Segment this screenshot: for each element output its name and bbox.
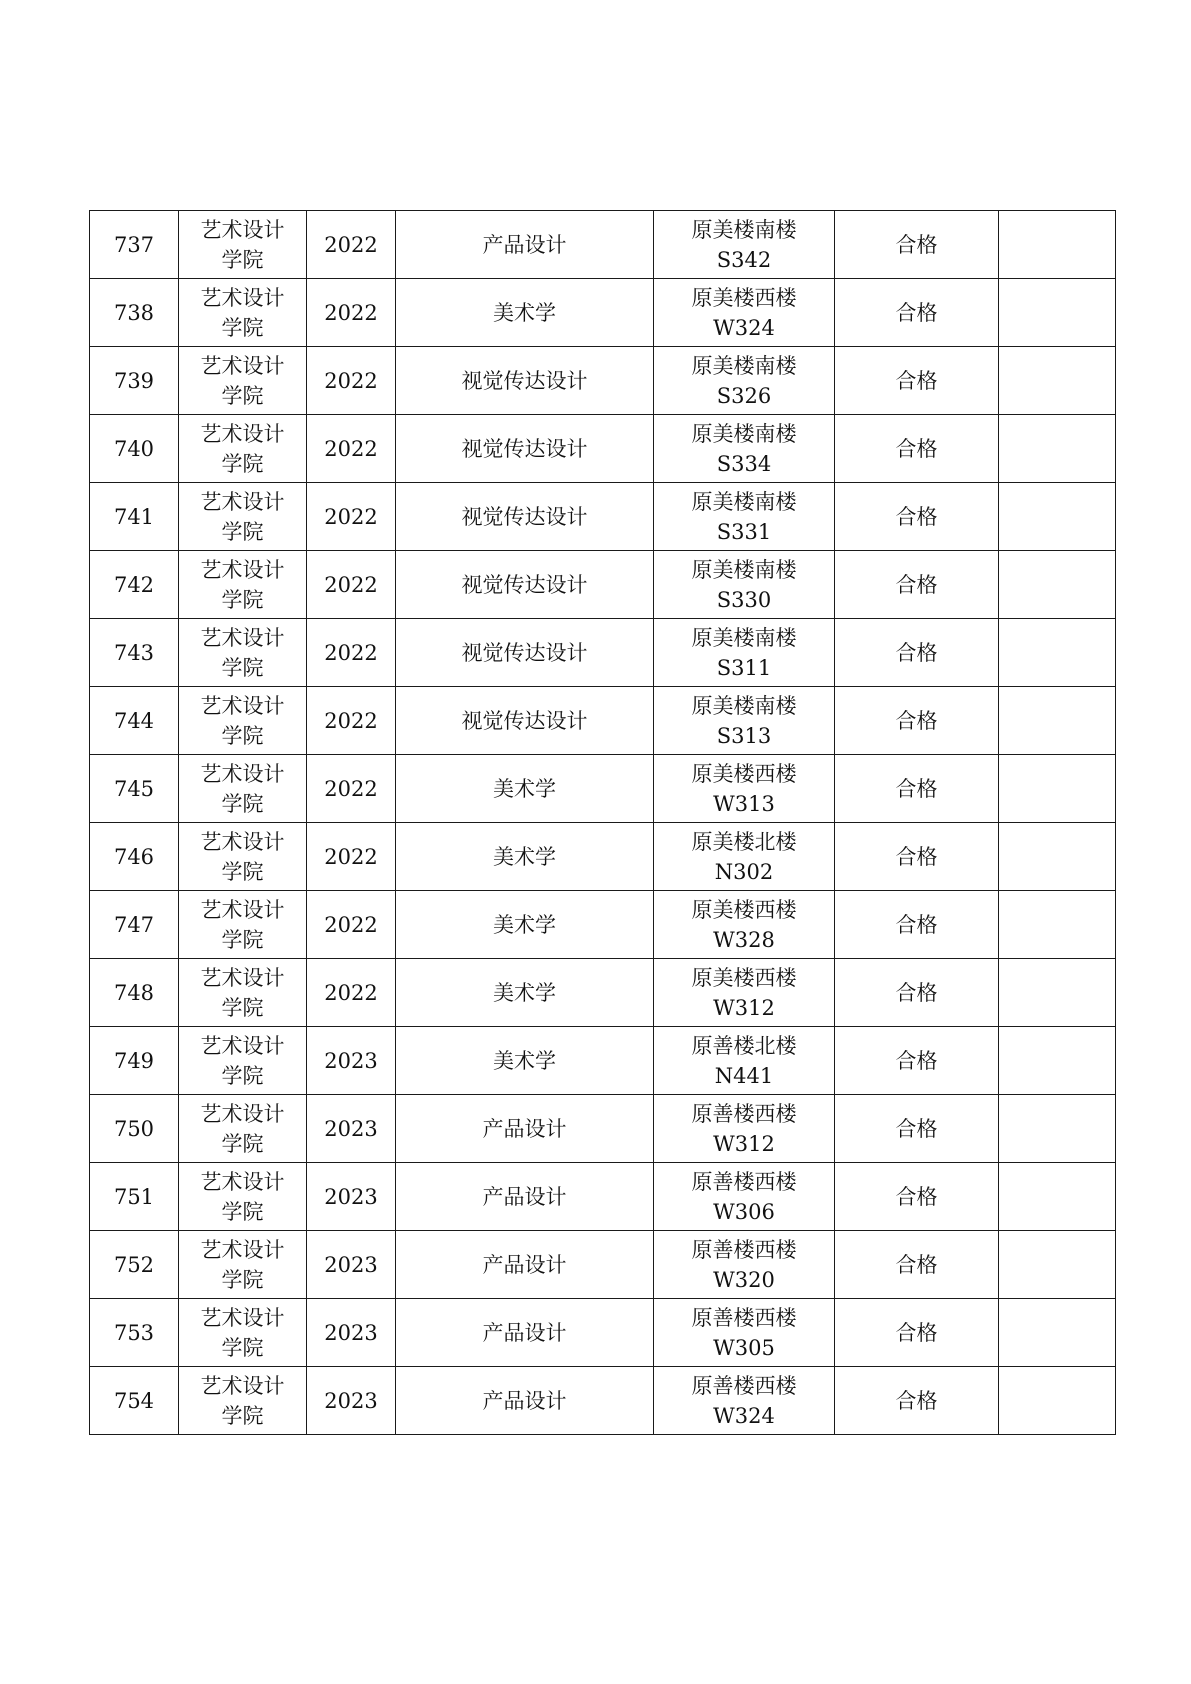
college-cell [179,891,307,959]
college-cell-text: 学院 [221,519,264,544]
dorm-room-cell [654,1299,835,1367]
result-cell-text: 合格 [895,1320,938,1345]
grade-year-cell [307,1095,396,1163]
remarks-cell [999,1163,1116,1231]
major-cell-text: 美术学 [493,300,556,325]
remarks-cell [999,619,1116,687]
result-cell [835,687,999,755]
grade-year-cell [307,1299,396,1367]
table-row [90,1367,1116,1435]
grade-year-cell [307,1163,396,1231]
serial-number-cell-text: 750 [113,1116,155,1141]
grade-year-cell-text: 2023 [324,1252,378,1277]
serial-number-cell [90,1231,179,1299]
major-cell-text: 美术学 [493,776,556,801]
college-cell-text: 学院 [221,451,264,476]
dorm-room-cell-text: S313 [716,723,772,748]
college-cell-text: 艺术设计 [200,421,285,446]
remarks-cell [999,211,1116,279]
serial-number-cell-text: 753 [113,1320,155,1345]
table-row [90,619,1116,687]
college-cell [179,279,307,347]
grade-year-cell [307,959,396,1027]
grade-year-cell [307,619,396,687]
college-cell-text: 艺术设计 [200,761,285,786]
college-cell [179,1299,307,1367]
major-cell-text: 美术学 [493,980,556,1005]
college-cell-text: 艺术设计 [200,489,285,514]
college-cell-text: 艺术设计 [200,1237,285,1262]
serial-number-cell [90,891,179,959]
college-cell-text: 艺术设计 [200,1169,285,1194]
result-cell-text: 合格 [895,368,938,393]
dorm-room-cell-text: 原美楼北楼 [691,829,797,854]
grade-year-cell [307,551,396,619]
result-cell [835,619,999,687]
grade-year-cell-text: 2022 [324,232,378,257]
dorm-room-cell [654,891,835,959]
result-cell [835,483,999,551]
result-cell [835,891,999,959]
remarks-cell [999,347,1116,415]
dorm-room-cell-text: W312 [713,995,775,1020]
remarks-cell [999,823,1116,891]
result-cell [835,1231,999,1299]
serial-number-cell-text: 752 [113,1252,155,1277]
serial-number-cell [90,1367,179,1435]
major-cell-text: 视觉传达设计 [461,368,588,393]
result-cell [835,1367,999,1435]
college-cell-text: 学院 [221,927,264,952]
major-cell [396,1299,654,1367]
table-row [90,755,1116,823]
dorm-room-cell [654,347,835,415]
serial-number-cell-text: 751 [113,1184,155,1209]
result-cell [835,1027,999,1095]
table-row [90,1299,1116,1367]
table-row [90,687,1116,755]
college-cell [179,1367,307,1435]
college-cell-text: 艺术设计 [200,1373,285,1398]
dorm-room-cell-text: S311 [716,655,772,680]
serial-number-cell [90,279,179,347]
dorm-room-cell [654,211,835,279]
college-cell [179,1231,307,1299]
dorm-room-cell [654,959,835,1027]
remarks-cell [999,415,1116,483]
major-cell [396,823,654,891]
dorm-room-cell-text: 原善楼西楼 [691,1237,797,1262]
grade-year-cell [307,347,396,415]
grade-year-cell-text: 2022 [324,912,378,937]
table-row [90,1163,1116,1231]
dorm-room-cell [654,279,835,347]
grade-year-cell [307,687,396,755]
dorm-room-cell-text: 原美楼南楼 [691,625,797,650]
serial-number-cell-text: 737 [113,232,155,257]
college-cell-text: 学院 [221,247,264,272]
college-cell-text: 学院 [221,1335,264,1360]
grade-year-cell-text: 2022 [324,980,378,1005]
major-cell-text: 美术学 [493,1048,556,1073]
major-cell [396,415,654,483]
dorm-room-cell-text: 原美楼南楼 [691,217,797,242]
grade-year-cell [307,891,396,959]
major-cell [396,687,654,755]
dorm-room-cell [654,1027,835,1095]
grade-year-cell [307,415,396,483]
remarks-cell [999,1027,1116,1095]
college-cell-text: 艺术设计 [200,1101,285,1126]
dorm-room-cell [654,1231,835,1299]
table-row [90,347,1116,415]
dorm-room-cell-text: 原善楼西楼 [691,1101,797,1126]
result-cell-text: 合格 [895,1184,938,1209]
college-cell-text: 学院 [221,315,264,340]
grade-year-cell [307,1027,396,1095]
college-cell-text: 艺术设计 [200,353,285,378]
serial-number-cell [90,959,179,1027]
result-cell-text: 合格 [895,1388,938,1413]
college-cell [179,619,307,687]
college-cell [179,211,307,279]
remarks-cell [999,1367,1116,1435]
result-cell-text: 合格 [895,912,938,937]
serial-number-cell [90,823,179,891]
remarks-cell [999,279,1116,347]
dorm-room-cell [654,415,835,483]
grade-year-cell-text: 2022 [324,436,378,461]
college-cell [179,483,307,551]
grade-year-cell-text: 2022 [324,844,378,869]
dorm-room-cell-text: 原美楼西楼 [691,965,797,990]
college-cell [179,415,307,483]
college-cell-text: 学院 [221,587,264,612]
result-cell [835,279,999,347]
result-cell-text: 合格 [895,232,938,257]
major-cell-text: 产品设计 [482,1252,567,1277]
grade-year-cell-text: 2023 [324,1388,378,1413]
result-cell [835,1299,999,1367]
major-cell-text: 产品设计 [482,232,567,257]
dorm-room-cell-text: S342 [716,247,772,272]
dorm-room-cell [654,823,835,891]
college-cell-text: 艺术设计 [200,965,285,990]
major-cell [396,1367,654,1435]
result-cell-text: 合格 [895,572,938,597]
college-cell-text: 学院 [221,1199,264,1224]
serial-number-cell-text: 738 [113,300,155,325]
table-row [90,959,1116,1027]
major-cell [396,551,654,619]
serial-number-cell-text: 748 [113,980,155,1005]
result-cell [835,1163,999,1231]
dorm-room-cell-text: S330 [716,587,772,612]
dorm-room-cell-text: 原美楼南楼 [691,557,797,582]
dorm-room-cell-text: S326 [716,383,772,408]
major-cell-text: 产品设计 [482,1116,567,1141]
major-cell [396,483,654,551]
grade-year-cell [307,211,396,279]
college-cell [179,551,307,619]
college-cell-text: 艺术设计 [200,897,285,922]
college-cell-text: 学院 [221,723,264,748]
dorm-room-cell [654,755,835,823]
serial-number-cell [90,211,179,279]
college-cell-text: 艺术设计 [200,693,285,718]
dorm-room-cell-text: N441 [714,1063,774,1088]
dorm-room-cell-text: W306 [713,1199,775,1224]
major-cell-text: 产品设计 [482,1184,567,1209]
table-row [90,551,1116,619]
remarks-cell [999,1299,1116,1367]
result-cell-text: 合格 [895,844,938,869]
serial-number-cell-text: 745 [113,776,155,801]
remarks-cell [999,687,1116,755]
major-cell-text: 视觉传达设计 [461,640,588,665]
serial-number-cell [90,551,179,619]
grade-year-cell-text: 2023 [324,1116,378,1141]
serial-number-cell [90,1163,179,1231]
serial-number-cell [90,483,179,551]
table-row [90,415,1116,483]
major-cell-text: 视觉传达设计 [461,708,588,733]
major-cell-text: 产品设计 [482,1388,567,1413]
inspection-results-table [89,210,1116,1435]
major-cell [396,347,654,415]
remarks-cell [999,1231,1116,1299]
college-cell-text: 艺术设计 [200,217,285,242]
dorm-room-cell-text: 原美楼西楼 [691,761,797,786]
major-cell-text: 视觉传达设计 [461,504,588,529]
dorm-room-cell [654,687,835,755]
college-cell-text: 学院 [221,791,264,816]
grade-year-cell [307,1367,396,1435]
college-cell-text: 学院 [221,1403,264,1428]
college-cell-text: 学院 [221,1267,264,1292]
college-cell-text: 学院 [221,383,264,408]
major-cell [396,959,654,1027]
major-cell [396,619,654,687]
dorm-room-cell-text: 原美楼西楼 [691,285,797,310]
serial-number-cell [90,1095,179,1163]
grade-year-cell-text: 2022 [324,300,378,325]
dorm-room-cell-text: 原美楼南楼 [691,421,797,446]
college-cell-text: 艺术设计 [200,625,285,650]
dorm-room-cell-text: 原善楼西楼 [691,1373,797,1398]
table-row [90,1095,1116,1163]
serial-number-cell-text: 740 [113,436,155,461]
serial-number-cell-text: 746 [113,844,155,869]
serial-number-cell-text: 742 [113,572,155,597]
grade-year-cell-text: 2023 [324,1048,378,1073]
result-cell [835,415,999,483]
serial-number-cell-text: 747 [113,912,155,937]
result-cell-text: 合格 [895,504,938,529]
remarks-cell [999,483,1116,551]
college-cell-text: 学院 [221,1063,264,1088]
remarks-cell [999,891,1116,959]
result-cell [835,823,999,891]
college-cell [179,823,307,891]
remarks-cell [999,1095,1116,1163]
result-cell [835,347,999,415]
grade-year-cell-text: 2022 [324,708,378,733]
grade-year-cell-text: 2022 [324,572,378,597]
result-cell [835,755,999,823]
grade-year-cell-text: 2022 [324,368,378,393]
major-cell [396,1163,654,1231]
grade-year-cell [307,279,396,347]
major-cell [396,891,654,959]
table-row [90,823,1116,891]
dorm-room-cell-text: W328 [713,927,775,952]
dorm-room-cell [654,1163,835,1231]
dorm-room-cell-text: W312 [713,1131,775,1156]
major-cell-text: 美术学 [493,844,556,869]
dorm-room-cell [654,1095,835,1163]
grade-year-cell [307,823,396,891]
dorm-room-cell-text: N302 [714,859,774,884]
grade-year-cell-text: 2023 [324,1320,378,1345]
result-cell-text: 合格 [895,1252,938,1277]
grade-year-cell [307,755,396,823]
result-cell-text: 合格 [895,300,938,325]
serial-number-cell [90,347,179,415]
major-cell [396,1095,654,1163]
result-cell-text: 合格 [895,708,938,733]
college-cell-text: 学院 [221,655,264,680]
remarks-cell [999,551,1116,619]
grade-year-cell [307,483,396,551]
table-row [90,891,1116,959]
college-cell [179,755,307,823]
college-cell-text: 艺术设计 [200,1033,285,1058]
result-cell [835,211,999,279]
dorm-room-cell [654,551,835,619]
table-row [90,1231,1116,1299]
dorm-room-cell [654,619,835,687]
dorm-room-cell-text: W324 [713,1403,775,1428]
serial-number-cell-text: 741 [113,504,155,529]
table-row [90,211,1116,279]
major-cell-text: 视觉传达设计 [461,436,588,461]
table-body [90,211,1116,1435]
grade-year-cell-text: 2022 [324,640,378,665]
dorm-room-cell-text: 原善楼西楼 [691,1169,797,1194]
grade-year-cell-text: 2022 [324,776,378,801]
major-cell [396,211,654,279]
grade-year-cell [307,1231,396,1299]
result-cell [835,959,999,1027]
college-cell-text: 艺术设计 [200,285,285,310]
table-row [90,1027,1116,1095]
college-cell [179,687,307,755]
result-cell-text: 合格 [895,776,938,801]
dorm-room-cell-text: W305 [713,1335,775,1360]
dorm-room-cell-text: W320 [713,1267,775,1292]
college-cell [179,347,307,415]
major-cell-text: 产品设计 [482,1320,567,1345]
major-cell-text: 视觉传达设计 [461,572,588,597]
college-cell-text: 艺术设计 [200,557,285,582]
dorm-room-cell-text: W313 [713,791,775,816]
college-cell-text: 艺术设计 [200,1305,285,1330]
result-cell [835,551,999,619]
dorm-room-cell-text: 原美楼南楼 [691,489,797,514]
serial-number-cell [90,415,179,483]
result-cell-text: 合格 [895,1048,938,1073]
remarks-cell [999,755,1116,823]
major-cell [396,755,654,823]
college-cell [179,959,307,1027]
serial-number-cell [90,619,179,687]
serial-number-cell-text: 749 [113,1048,155,1073]
result-cell [835,1095,999,1163]
remarks-cell [999,959,1116,1027]
college-cell-text: 艺术设计 [200,829,285,854]
serial-number-cell [90,1299,179,1367]
dorm-room-cell-text: 原美楼西楼 [691,897,797,922]
dorm-room-cell-text: 原善楼北楼 [691,1033,797,1058]
major-cell [396,1027,654,1095]
result-cell-text: 合格 [895,436,938,461]
major-cell [396,1231,654,1299]
table-row [90,279,1116,347]
dorm-room-cell-text: 原美楼南楼 [691,693,797,718]
college-cell-text: 学院 [221,1131,264,1156]
major-cell [396,279,654,347]
result-cell-text: 合格 [895,980,938,1005]
major-cell-text: 美术学 [493,912,556,937]
serial-number-cell-text: 744 [113,708,155,733]
dorm-room-cell-text: 原美楼南楼 [691,353,797,378]
college-cell [179,1095,307,1163]
dorm-room-cell-text: S334 [716,451,772,476]
grade-year-cell-text: 2023 [324,1184,378,1209]
college-cell [179,1027,307,1095]
result-cell-text: 合格 [895,1116,938,1141]
college-cell-text: 学院 [221,995,264,1020]
college-cell-text: 学院 [221,859,264,884]
serial-number-cell-text: 754 [113,1388,155,1413]
serial-number-cell-text: 739 [113,368,155,393]
table-row [90,483,1116,551]
dorm-room-cell [654,1367,835,1435]
dorm-room-cell [654,483,835,551]
serial-number-cell [90,687,179,755]
college-cell [179,1163,307,1231]
serial-number-cell [90,1027,179,1095]
dorm-room-cell-text: S331 [716,519,772,544]
serial-number-cell-text: 743 [113,640,155,665]
dorm-room-cell-text: W324 [713,315,775,340]
serial-number-cell [90,755,179,823]
result-cell-text: 合格 [895,640,938,665]
dorm-room-cell-text: 原善楼西楼 [691,1305,797,1330]
grade-year-cell-text: 2022 [324,504,378,529]
